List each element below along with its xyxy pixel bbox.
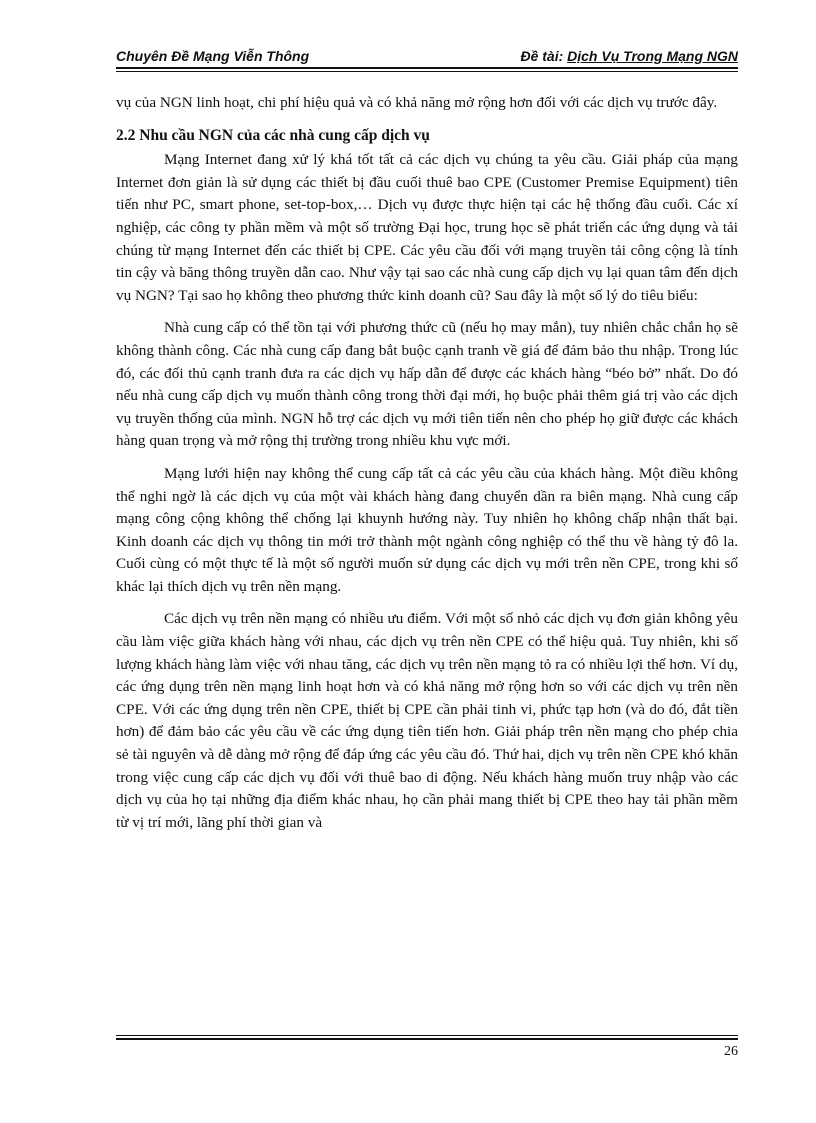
- body-paragraph: Mạng Internet đang xử lý khá tốt tất cả các dịch vụ chúng ta yêu cầu. Giải pháp của mạng Internet đơn giản là sử dụng các thiết bị đầu cuối thuê bao CPE (Customer Premise Equipment) tiên tiến như PC, smart phone, set-top-box,… Dịch vụ được thực hiện tại các hệ thống đầu cuối. Các xí nghiệp, các công ty phần mềm và một số trường Đại học, trung học sẽ phát triển các ứng dụng và tải chúng từ mạng Internet đến các thiết bị CPE. Các yêu cầu đối với mạng truyền tải công cộng là tính tin cậy và băng thông truyền dẫn cao. Như vậy tại sao các nhà cung cấp dịch vụ lại quan tâm đến dịch vụ NGN? Tại sao họ không theo phương thức kinh doanh cũ? Sau đây là một số lý do tiêu biểu:: [116, 151, 738, 304]
- body-paragraph: Các dịch vụ trên nền mạng có nhiều ưu điểm. Với một số nhỏ các dịch vụ đơn giản không yêu cầu làm việc giữa khách hàng với nhau, các dịch vụ trên nền CPE có thể hiệu quả. Tuy nhiên, khi số lượng khách hàng làm việc với nhau tăng, các dịch vụ trên nền mạng tỏ ra có nhiều lợi thế hơn. Ví dụ, các ứng dụng trên nền mạng linh hoạt hơn và có khả năng mở rộng hơn so với các dịch vụ trên nền CPE. Với các ứng dụng trên nền CPE, thiết bị CPE cần phải tinh vi, phức tạp hơn (và do đó, đắt tiền hơn) để đảm bảo các yêu cầu về các ứng dụng tiên tiến hơn. Giải pháp trên nền mạng cho phép chia sẻ tài nguyên và dễ dàng mở rộng để đáp ứng các yêu cầu đó. Thứ hai, dịch vụ trên nền CPE khó khăn trong việc cung cấp các dịch vụ đối với thuê bao di động. Nếu khách hàng muốn truy nhập vào các dịch vụ của họ tại những địa điểm khác nhau, họ cần phải mang thiết bị CPE theo hay tải phần mềm từ vị trí mới, lãng phí thời gian và: [116, 610, 738, 831]
- page-body: [116, 92, 738, 844]
- header-rule-thick: [116, 67, 738, 69]
- header-right-prefix: Đề tài:: [520, 48, 564, 64]
- header-right: [520, 48, 738, 64]
- footer-rule-thin: [116, 1035, 738, 1036]
- header-right-title: Dịch Vụ Trong Mạng NGN: [567, 48, 738, 64]
- footer-rule-thick: [116, 1038, 738, 1040]
- section-heading: 2.2 Nhu cầu NGN của các nhà cung cấp dịch vụ: [116, 126, 430, 144]
- intro-paragraph: vụ của NGN linh hoạt, chi phí hiệu quả và có khả năng mở rộng hơn đối với các dịch vụ trước đây.: [116, 94, 718, 111]
- body-paragraph: Mạng lưới hiện nay không thể cung cấp tất cả các yêu cầu của khách hàng. Một điều không thể nghi ngờ là các dịch vụ của một vài khách hàng đang chuyển dần ra biên mạng. Nhà cung cấp mạng công cộng không thể chống lại khuynh hướng này. Tuy nhiên họ không chấp nhận thất bại. Kinh doanh các dịch vụ thông tin mới trở thành một ngành công nghiệp có thể thu về hàng tỷ đô la. Cuối cùng có một thực tế là một số người muốn sử dụng các dịch vụ mới trên nền CPE, trong khi số khác lại thích dịch vụ trên nền mạng.: [116, 464, 738, 595]
- header-left-title: Chuyên Đề Mạng Viễn Thông: [116, 48, 310, 64]
- body-paragraph: Nhà cung cấp có thể tồn tại với phương thức cũ (nếu họ may mắn), tuy nhiên chắc chắn họ sẽ không thành công. Các nhà cung cấp đang bắt buộc cạnh tranh về giá để đảm bảo thu nhập. Trong lúc đó, các đối thủ cạnh tranh đưa ra các dịch vụ hấp dẫn để được các khách hàng “béo bở” nhất. Do đó nếu nhà cung cấp dịch vụ muốn thành công trong thời đại mới, họ buộc phải thêm giá trị vào các dịch vụ truyền thống của mình. NGN hỗ trợ các dịch vụ mới tiên tiến nên cho phép họ giữ được các khách hàng quan trọng và mở rộng thị trường trong nhiều khu vực mới.: [116, 319, 738, 450]
- page-number: 26: [724, 1044, 738, 1059]
- header-rule-thin: [116, 71, 738, 72]
- page-header: [116, 48, 738, 64]
